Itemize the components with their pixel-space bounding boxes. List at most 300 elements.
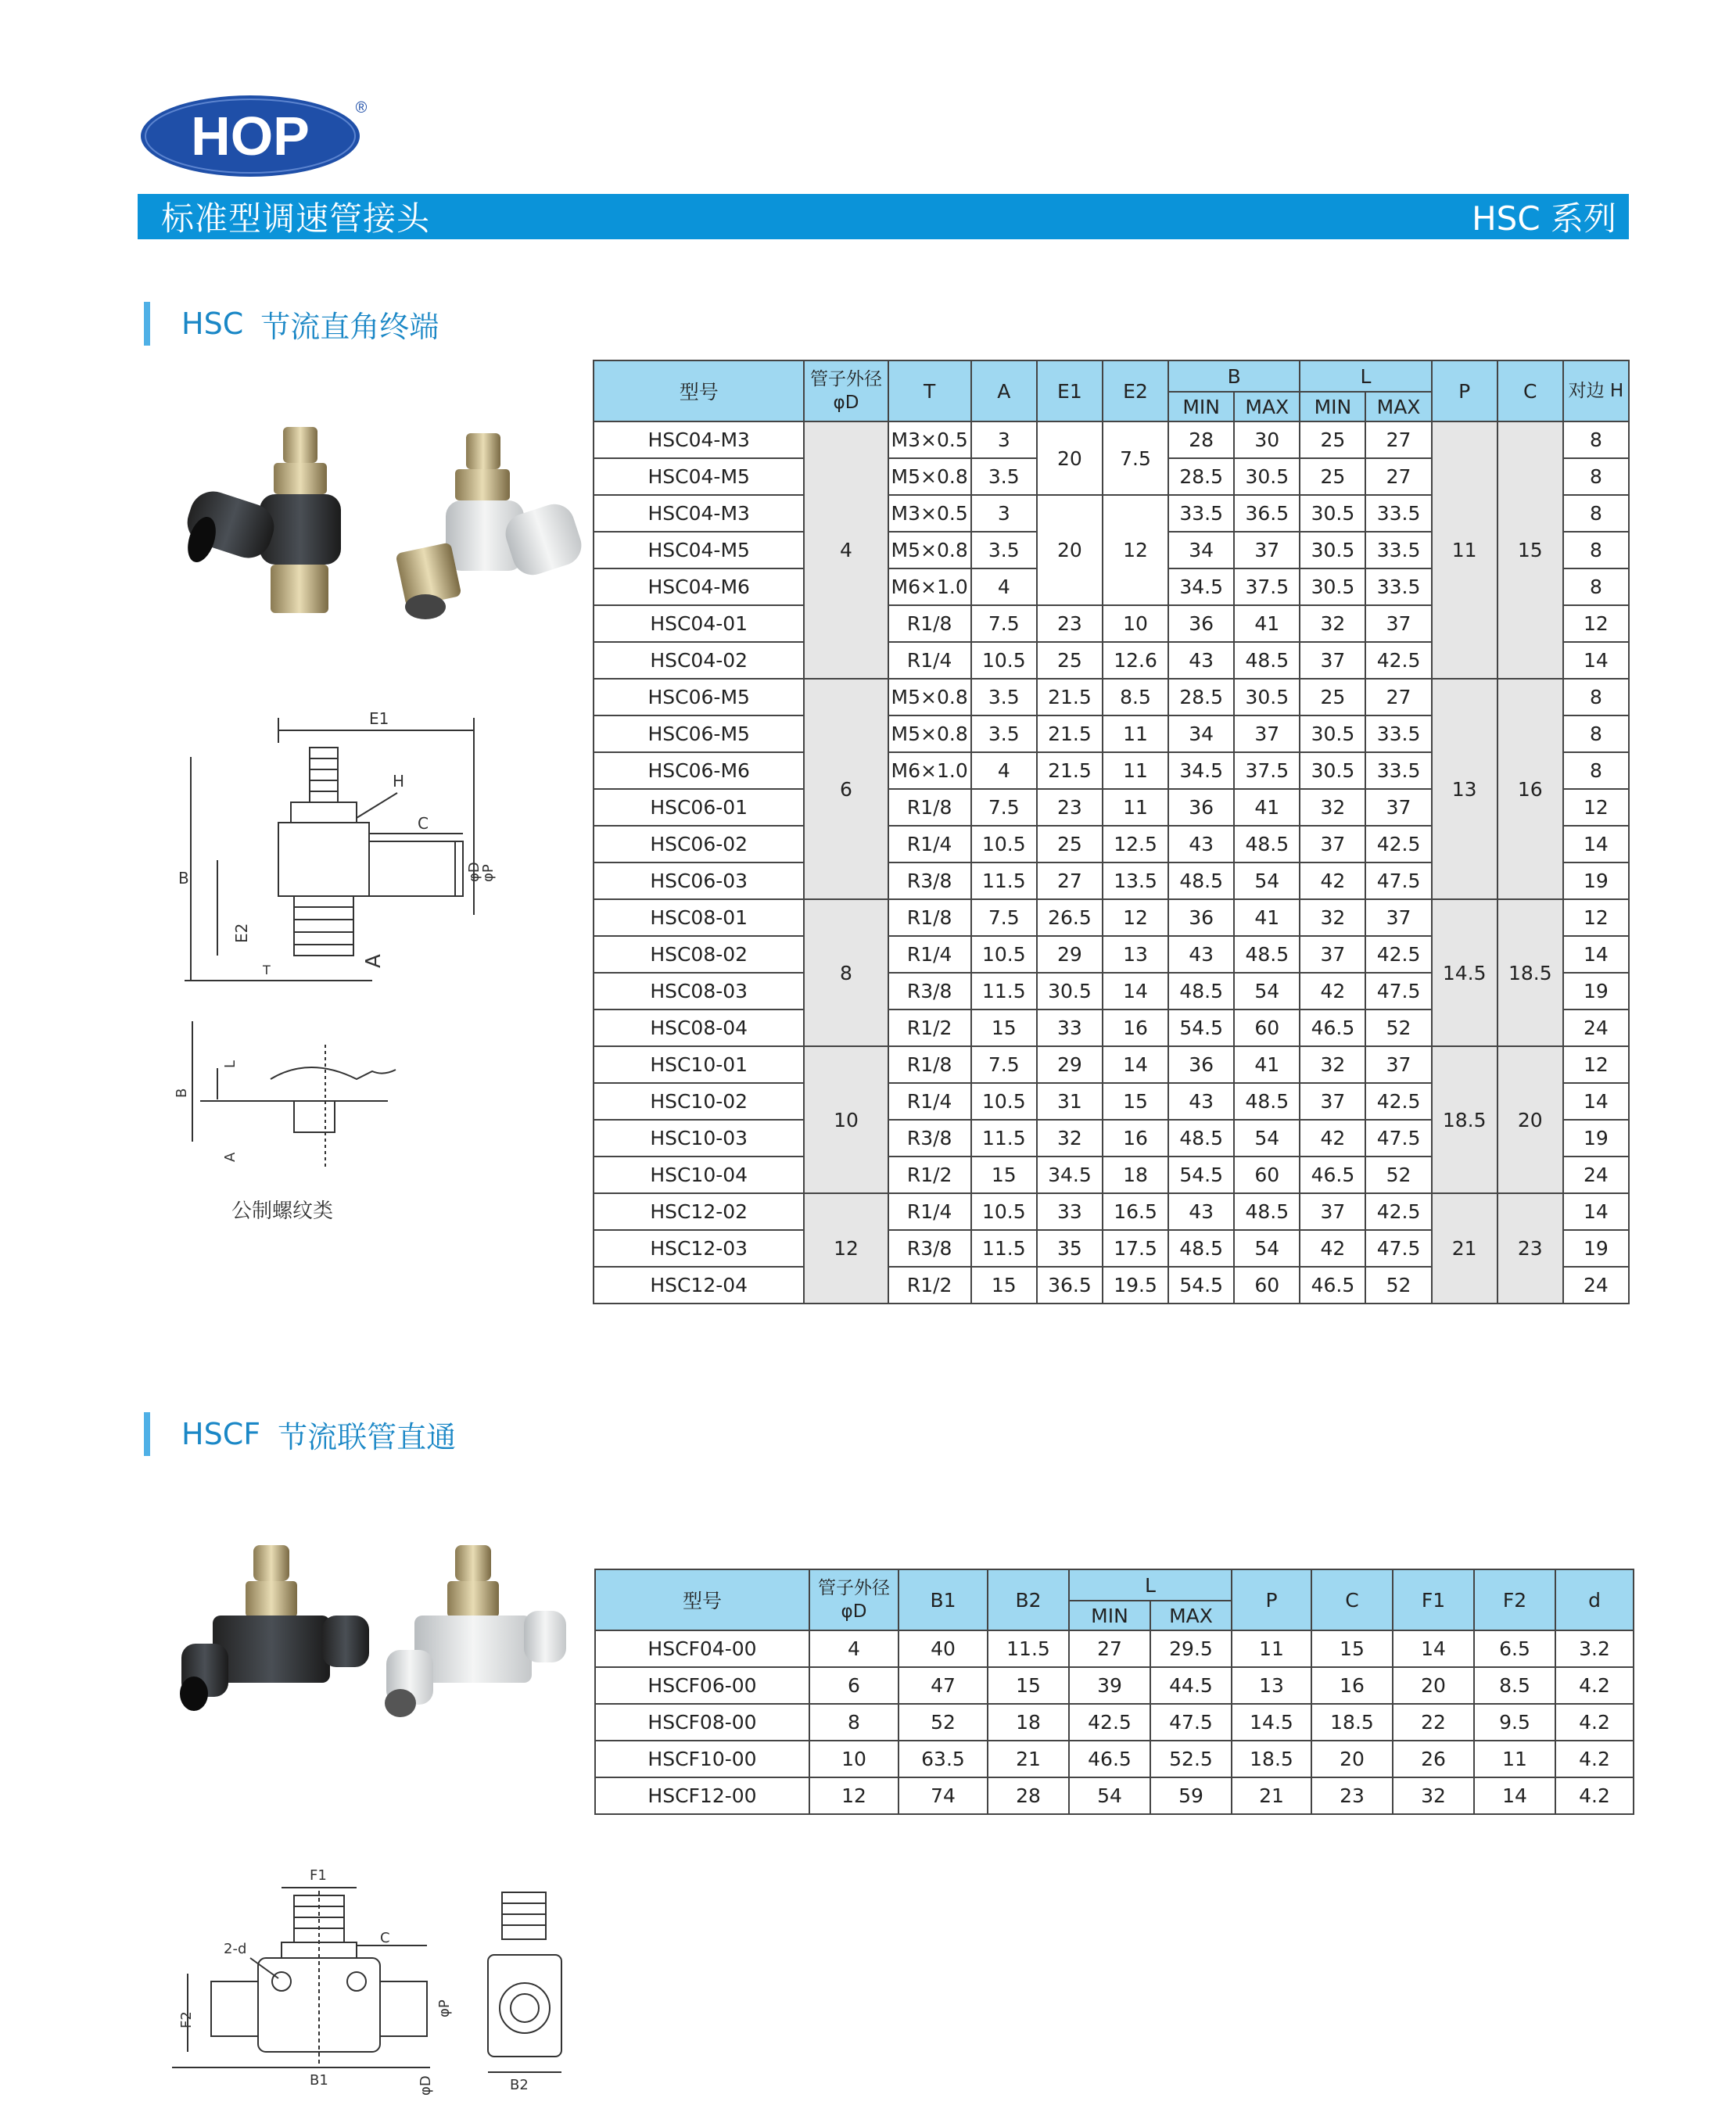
cell-l-min: 32 — [1300, 899, 1365, 936]
cell-h: 8 — [1563, 679, 1629, 715]
table-row — [594, 1193, 1629, 1230]
cell-model: HSC06-01 — [594, 789, 804, 826]
cell-l-max: 27 — [1365, 458, 1431, 495]
cell-l-min: 30.5 — [1300, 568, 1365, 605]
hop-logo — [138, 91, 369, 177]
cell-b-max: 54 — [1234, 1120, 1300, 1157]
cell-e2: 18 — [1103, 1157, 1168, 1193]
cell-e2: 16 — [1103, 1120, 1168, 1157]
logo-text: HOP — [191, 106, 310, 167]
cell-e1: 25 — [1037, 826, 1103, 862]
cell-e2: 12 — [1103, 899, 1168, 936]
cell-e2: 13 — [1103, 936, 1168, 973]
col-b-max: MAX — [1234, 392, 1300, 421]
label-e2: E2 — [232, 923, 251, 943]
cell-model: HSC12-04 — [594, 1267, 804, 1304]
cell-l-min: 25 — [1300, 421, 1365, 458]
cell-e1: 21.5 — [1037, 715, 1103, 752]
hsc-dimension-drawing — [169, 696, 497, 1001]
section-heading-hscf — [144, 1412, 456, 1456]
cell-p: 14.5 — [1432, 899, 1497, 1046]
cell-e1: 34.5 — [1037, 1157, 1103, 1193]
cell-a: 15 — [971, 1267, 1037, 1304]
cell-e1: 35 — [1037, 1230, 1103, 1267]
label-e1: E1 — [369, 709, 389, 728]
cell-b2: 11.5 — [988, 1630, 1069, 1667]
cell-l-min: 42 — [1300, 973, 1365, 1010]
cell-b-min: 48.5 — [1168, 862, 1234, 899]
cell-h: 14 — [1563, 1083, 1629, 1120]
cell-l-max: 59 — [1150, 1777, 1232, 1814]
cell-model: HSC06-M6 — [594, 752, 804, 789]
cell-a: 3.5 — [971, 458, 1037, 495]
cell-b-max: 54 — [1234, 973, 1300, 1010]
label-a: A — [362, 954, 386, 968]
cell-l-max: 42.5 — [1365, 936, 1431, 973]
cell-model: HSC10-04 — [594, 1157, 804, 1193]
cell-l-max: 52 — [1365, 1157, 1431, 1193]
cell-l-min: 37 — [1300, 1083, 1365, 1120]
col-h: 对边 H — [1563, 360, 1629, 421]
section-name: 节流直角终端 — [260, 309, 439, 344]
cell-c: 20 — [1311, 1741, 1393, 1777]
cell-b-max: 30 — [1234, 421, 1300, 458]
registered-mark: ® — [355, 99, 368, 117]
cell-b-min: 28.5 — [1168, 458, 1234, 495]
cell-b-min: 34 — [1168, 715, 1234, 752]
cell-l-min: 30.5 — [1300, 752, 1365, 789]
cell-t: R1/8 — [888, 899, 971, 936]
cell-b-max: 37.5 — [1234, 568, 1300, 605]
cell-e1: 30.5 — [1037, 973, 1103, 1010]
cell-t: R1/8 — [888, 1046, 971, 1083]
col-f1: F1 — [1393, 1569, 1474, 1630]
cell-l-max: 27 — [1365, 679, 1431, 715]
cell-f2: 9.5 — [1474, 1704, 1555, 1741]
cell-t: M5×0.8 — [888, 532, 971, 568]
cell-b-max: 60 — [1234, 1010, 1300, 1046]
cell-e1: 33 — [1037, 1010, 1103, 1046]
cell-a: 7.5 — [971, 789, 1037, 826]
cell-model: HSC04-02 — [594, 642, 804, 679]
cell-a: 3.5 — [971, 715, 1037, 752]
cell-e1: 21.5 — [1037, 752, 1103, 789]
cell-b1: 74 — [898, 1777, 988, 1814]
cell-h: 19 — [1563, 862, 1629, 899]
cell-l-max: 33.5 — [1365, 752, 1431, 789]
cell-model: HSC06-03 — [594, 862, 804, 899]
cell-t: R1/4 — [888, 936, 971, 973]
cell-e1: 25 — [1037, 642, 1103, 679]
cell-l-min: 32 — [1300, 605, 1365, 642]
cell-h: 12 — [1563, 899, 1629, 936]
section-heading-hsc — [144, 302, 439, 346]
cell-b-min: 34 — [1168, 532, 1234, 568]
cell-l-min: 37 — [1300, 936, 1365, 973]
cell-b-max: 48.5 — [1234, 642, 1300, 679]
cell-l-max: 42.5 — [1365, 642, 1431, 679]
cell-a: 10.5 — [971, 826, 1037, 862]
cell-p: 21 — [1432, 1193, 1497, 1304]
cell-e1: 23 — [1037, 789, 1103, 826]
cell-e2: 16 — [1103, 1010, 1168, 1046]
cell-b-max: 54 — [1234, 862, 1300, 899]
cell-l-max: 27 — [1365, 421, 1431, 458]
col-l-min: MIN — [1069, 1601, 1150, 1630]
cell-e2: 12.5 — [1103, 826, 1168, 862]
cell-f1: 32 — [1393, 1777, 1474, 1814]
col-f2: F2 — [1474, 1569, 1555, 1630]
cell-d: 4.2 — [1555, 1704, 1634, 1741]
cell-h: 19 — [1563, 973, 1629, 1010]
cell-model: HSC08-01 — [594, 899, 804, 936]
cell-h: 24 — [1563, 1157, 1629, 1193]
cell-b2: 28 — [988, 1777, 1069, 1814]
cell-e2: 15 — [1103, 1083, 1168, 1120]
cell-model: HSCF08-00 — [595, 1704, 809, 1741]
col-e2: E2 — [1103, 360, 1168, 421]
cell-b-min: 28.5 — [1168, 679, 1234, 715]
cell-l-min: 54 — [1069, 1777, 1150, 1814]
cell-l-min: 27 — [1069, 1630, 1150, 1667]
cell-f1: 14 — [1393, 1630, 1474, 1667]
cell-l-max: 47.5 — [1150, 1704, 1232, 1741]
cell-a: 10.5 — [971, 1083, 1037, 1120]
cell-p: 13 — [1432, 679, 1497, 899]
cell-h: 8 — [1563, 458, 1629, 495]
hscf-photo-black — [177, 1540, 380, 1736]
cell-model: HSCF12-00 — [595, 1777, 809, 1814]
cell-b2: 18 — [988, 1704, 1069, 1741]
cell-c: 20 — [1497, 1046, 1563, 1193]
col-e1: E1 — [1037, 360, 1103, 421]
cell-b-max: 41 — [1234, 789, 1300, 826]
cell-p: 14.5 — [1232, 1704, 1311, 1741]
cell-b-max: 30.5 — [1234, 458, 1300, 495]
cell-p: 18.5 — [1432, 1046, 1497, 1193]
col-model: 型号 — [595, 1569, 809, 1630]
cell-b1: 63.5 — [898, 1741, 988, 1777]
col-l: L — [1069, 1569, 1232, 1601]
cell-tube: 6 — [809, 1667, 898, 1704]
cell-b-min: 34.5 — [1168, 752, 1234, 789]
cell-h: 14 — [1563, 1193, 1629, 1230]
cell-e1: 31 — [1037, 1083, 1103, 1120]
cell-b-min: 48.5 — [1168, 1230, 1234, 1267]
table-row — [595, 1777, 1634, 1814]
cell-l-min: 30.5 — [1300, 495, 1365, 532]
cell-l-max: 37 — [1365, 605, 1431, 642]
cell-b-max: 60 — [1234, 1157, 1300, 1193]
cell-h: 14 — [1563, 642, 1629, 679]
cell-h: 24 — [1563, 1010, 1629, 1046]
label-b: B — [178, 869, 189, 888]
col-b2: B2 — [988, 1569, 1069, 1630]
hscf-side-drawing — [479, 1877, 572, 2103]
cell-c: 16 — [1497, 679, 1563, 899]
cell-d: 4.2 — [1555, 1777, 1634, 1814]
cell-a: 7.5 — [971, 1046, 1037, 1083]
thread-caption: 公制螺纹类 — [231, 1200, 334, 1223]
cell-tube: 10 — [804, 1046, 888, 1193]
cell-l-min: 42 — [1300, 862, 1365, 899]
cell-b1: 40 — [898, 1630, 988, 1667]
cell-model: HSC12-03 — [594, 1230, 804, 1267]
cell-c: 15 — [1497, 421, 1563, 679]
cell-e2: 14 — [1103, 1046, 1168, 1083]
cell-b-max: 48.5 — [1234, 1193, 1300, 1230]
table-row — [595, 1704, 1634, 1741]
cell-b-min: 48.5 — [1168, 1120, 1234, 1157]
cell-model: HSC04-M6 — [594, 568, 804, 605]
cell-t: M3×0.5 — [888, 421, 971, 458]
section-code: HSCF — [181, 1417, 261, 1451]
cell-b-max: 30.5 — [1234, 679, 1300, 715]
cell-b-max: 54 — [1234, 1230, 1300, 1267]
cell-tube: 8 — [804, 899, 888, 1046]
cell-t: M3×0.5 — [888, 495, 971, 532]
cell-h: 19 — [1563, 1120, 1629, 1157]
cell-model: HSC08-04 — [594, 1010, 804, 1046]
cell-a: 10.5 — [971, 936, 1037, 973]
cell-a: 3 — [971, 495, 1037, 532]
cell-l-min: 25 — [1300, 458, 1365, 495]
cell-l-max: 37 — [1365, 1046, 1431, 1083]
cell-tube: 4 — [804, 421, 888, 679]
cell-t: M5×0.8 — [888, 715, 971, 752]
cell-b2: 15 — [988, 1667, 1069, 1704]
col-l-min: MIN — [1300, 392, 1365, 421]
cell-l-min: 46.5 — [1300, 1157, 1365, 1193]
col-b1: B1 — [898, 1569, 988, 1630]
cell-e2: 12.6 — [1103, 642, 1168, 679]
cell-e1: 20 — [1037, 495, 1103, 605]
cell-b-min: 36 — [1168, 899, 1234, 936]
cell-a: 11.5 — [971, 1120, 1037, 1157]
cell-model: HSC10-01 — [594, 1046, 804, 1083]
label-phid-hscf: φD — [418, 2075, 434, 2096]
cell-b1: 52 — [898, 1704, 988, 1741]
cell-e2: 13.5 — [1103, 862, 1168, 899]
cell-p: 13 — [1232, 1667, 1311, 1704]
cell-b-min: 54.5 — [1168, 1157, 1234, 1193]
cell-f1: 20 — [1393, 1667, 1474, 1704]
cell-p: 21 — [1232, 1777, 1311, 1814]
label-phid: φD — [466, 862, 482, 882]
cell-tube: 10 — [809, 1741, 898, 1777]
cell-f2: 6.5 — [1474, 1630, 1555, 1667]
cell-b-min: 43 — [1168, 826, 1234, 862]
cell-l-max: 47.5 — [1365, 1230, 1431, 1267]
cell-t: R3/8 — [888, 973, 971, 1010]
cell-h: 12 — [1563, 605, 1629, 642]
cell-model: HSCF06-00 — [595, 1667, 809, 1704]
cell-l-max: 42.5 — [1365, 826, 1431, 862]
cell-tube: 6 — [804, 679, 888, 899]
cell-b-min: 43 — [1168, 936, 1234, 973]
cell-model: HSC04-M5 — [594, 458, 804, 495]
cell-b-min: 36 — [1168, 1046, 1234, 1083]
cell-l-max: 37 — [1365, 899, 1431, 936]
cell-h: 8 — [1563, 715, 1629, 752]
cell-t: R1/4 — [888, 826, 971, 862]
cell-e1: 32 — [1037, 1120, 1103, 1157]
cell-h: 12 — [1563, 789, 1629, 826]
cell-model: HSC04-M3 — [594, 421, 804, 458]
cell-h: 14 — [1563, 826, 1629, 862]
col-t: T — [888, 360, 971, 421]
label-t: T — [263, 963, 271, 977]
cell-h: 8 — [1563, 532, 1629, 568]
table-row — [595, 1741, 1634, 1777]
cell-model: HSC08-03 — [594, 973, 804, 1010]
product-photo-black — [174, 422, 408, 626]
cell-a: 3.5 — [971, 679, 1037, 715]
cell-model: HSC06-02 — [594, 826, 804, 862]
cell-b-max: 37.5 — [1234, 752, 1300, 789]
cell-e1: 29 — [1037, 936, 1103, 973]
cell-model: HSCF10-00 — [595, 1741, 809, 1777]
cell-b-min: 36 — [1168, 789, 1234, 826]
cell-b-min: 33.5 — [1168, 495, 1234, 532]
cell-b-min: 54.5 — [1168, 1010, 1234, 1046]
label-phip: φP — [480, 864, 497, 882]
cell-model: HSC04-M5 — [594, 532, 804, 568]
cell-l-min: 30.5 — [1300, 715, 1365, 752]
cell-a: 7.5 — [971, 605, 1037, 642]
cell-t: R3/8 — [888, 1230, 971, 1267]
table-row — [594, 1046, 1629, 1083]
cell-l-max: 42.5 — [1365, 1083, 1431, 1120]
cell-a: 3.5 — [971, 532, 1037, 568]
cell-t: R1/8 — [888, 605, 971, 642]
cell-e1: 33 — [1037, 1193, 1103, 1230]
product-photo-white — [391, 430, 586, 633]
cell-a: 4 — [971, 568, 1037, 605]
cell-b-min: 36 — [1168, 605, 1234, 642]
cell-t: M5×0.8 — [888, 679, 971, 715]
cell-l-min: 32 — [1300, 789, 1365, 826]
cell-l-max: 42.5 — [1365, 1193, 1431, 1230]
cell-tube: 4 — [809, 1630, 898, 1667]
cell-l-max: 44.5 — [1150, 1667, 1232, 1704]
cell-c: 18.5 — [1311, 1704, 1393, 1741]
col-tube: 管子外径 φD — [809, 1569, 898, 1630]
cell-l-max: 33.5 — [1365, 495, 1431, 532]
label-c: C — [418, 814, 429, 833]
cell-h: 24 — [1563, 1267, 1629, 1304]
hscf-spec-table — [594, 1569, 1634, 1815]
cell-model: HSC06-M5 — [594, 679, 804, 715]
cell-t: R1/8 — [888, 789, 971, 826]
cell-a: 7.5 — [971, 899, 1037, 936]
cell-e1: 26.5 — [1037, 899, 1103, 936]
hscf-photo-white — [378, 1540, 574, 1736]
cell-a: 10.5 — [971, 642, 1037, 679]
cell-e2: 10 — [1103, 605, 1168, 642]
cell-d: 4.2 — [1555, 1667, 1634, 1704]
cell-model: HSC06-M5 — [594, 715, 804, 752]
cell-h: 8 — [1563, 421, 1629, 458]
cell-e1: 29 — [1037, 1046, 1103, 1083]
heading-accent-bar — [144, 302, 150, 346]
cell-c: 18.5 — [1497, 899, 1563, 1046]
cell-d: 3.2 — [1555, 1630, 1634, 1667]
cell-e1: 27 — [1037, 862, 1103, 899]
col-a: A — [971, 360, 1037, 421]
cell-a: 11.5 — [971, 1230, 1037, 1267]
cell-model: HSC10-03 — [594, 1120, 804, 1157]
col-tube: 管子外径 φD — [804, 360, 888, 421]
cell-l-min: 37 — [1300, 642, 1365, 679]
cell-e1: 20 — [1037, 421, 1103, 495]
cell-e2: 16.5 — [1103, 1193, 1168, 1230]
hscf-front-drawing — [164, 1864, 461, 2099]
cell-b1: 47 — [898, 1667, 988, 1704]
table-row — [594, 899, 1629, 936]
col-b-min: MIN — [1168, 392, 1234, 421]
cell-model: HSC10-02 — [594, 1083, 804, 1120]
cell-p: 11 — [1432, 421, 1497, 679]
col-d: d — [1555, 1569, 1634, 1630]
label-phip-hscf: φP — [436, 1999, 453, 2017]
cell-t: R1/4 — [888, 1083, 971, 1120]
cell-t: M5×0.8 — [888, 458, 971, 495]
cell-e2: 14 — [1103, 973, 1168, 1010]
page-title: 标准型调速管接头 — [161, 199, 431, 238]
hscf-table-body — [595, 1630, 1634, 1814]
heading-accent-bar — [144, 1412, 150, 1456]
cell-f2: 8.5 — [1474, 1667, 1555, 1704]
col-l-max: MAX — [1150, 1601, 1232, 1630]
cell-b-max: 41 — [1234, 899, 1300, 936]
hsc-spec-table — [593, 360, 1630, 1304]
table-row — [594, 421, 1629, 458]
cell-f2: 11 — [1474, 1741, 1555, 1777]
cell-b-max: 36.5 — [1234, 495, 1300, 532]
cell-e2: 17.5 — [1103, 1230, 1168, 1267]
cell-b-min: 28 — [1168, 421, 1234, 458]
cell-b-min: 43 — [1168, 642, 1234, 679]
cell-t: R1/2 — [888, 1267, 971, 1304]
cell-h: 19 — [1563, 1230, 1629, 1267]
col-p: P — [1232, 1569, 1311, 1630]
cell-a: 11.5 — [971, 973, 1037, 1010]
cell-l-max: 47.5 — [1365, 862, 1431, 899]
cell-a: 15 — [971, 1010, 1037, 1046]
cell-a: 15 — [971, 1157, 1037, 1193]
label-2d: 2-d — [224, 1941, 247, 1957]
cell-e1: 21.5 — [1037, 679, 1103, 715]
cell-b-max: 37 — [1234, 532, 1300, 568]
cell-b-min: 54.5 — [1168, 1267, 1234, 1304]
cell-b2: 21 — [988, 1741, 1069, 1777]
cell-l-min: 46.5 — [1300, 1010, 1365, 1046]
cell-l-max: 52 — [1365, 1267, 1431, 1304]
table-row — [594, 679, 1629, 715]
cell-p: 11 — [1232, 1630, 1311, 1667]
cell-l-max: 47.5 — [1365, 1120, 1431, 1157]
cell-h: 12 — [1563, 1046, 1629, 1083]
cell-t: R3/8 — [888, 862, 971, 899]
cell-a: 10.5 — [971, 1193, 1037, 1230]
title-bar — [138, 194, 1629, 239]
cell-h: 8 — [1563, 568, 1629, 605]
cell-t: R3/8 — [888, 1120, 971, 1157]
cell-model: HSC04-01 — [594, 605, 804, 642]
cell-l-max: 33.5 — [1365, 715, 1431, 752]
hsc-small-drawing — [169, 1013, 419, 1178]
